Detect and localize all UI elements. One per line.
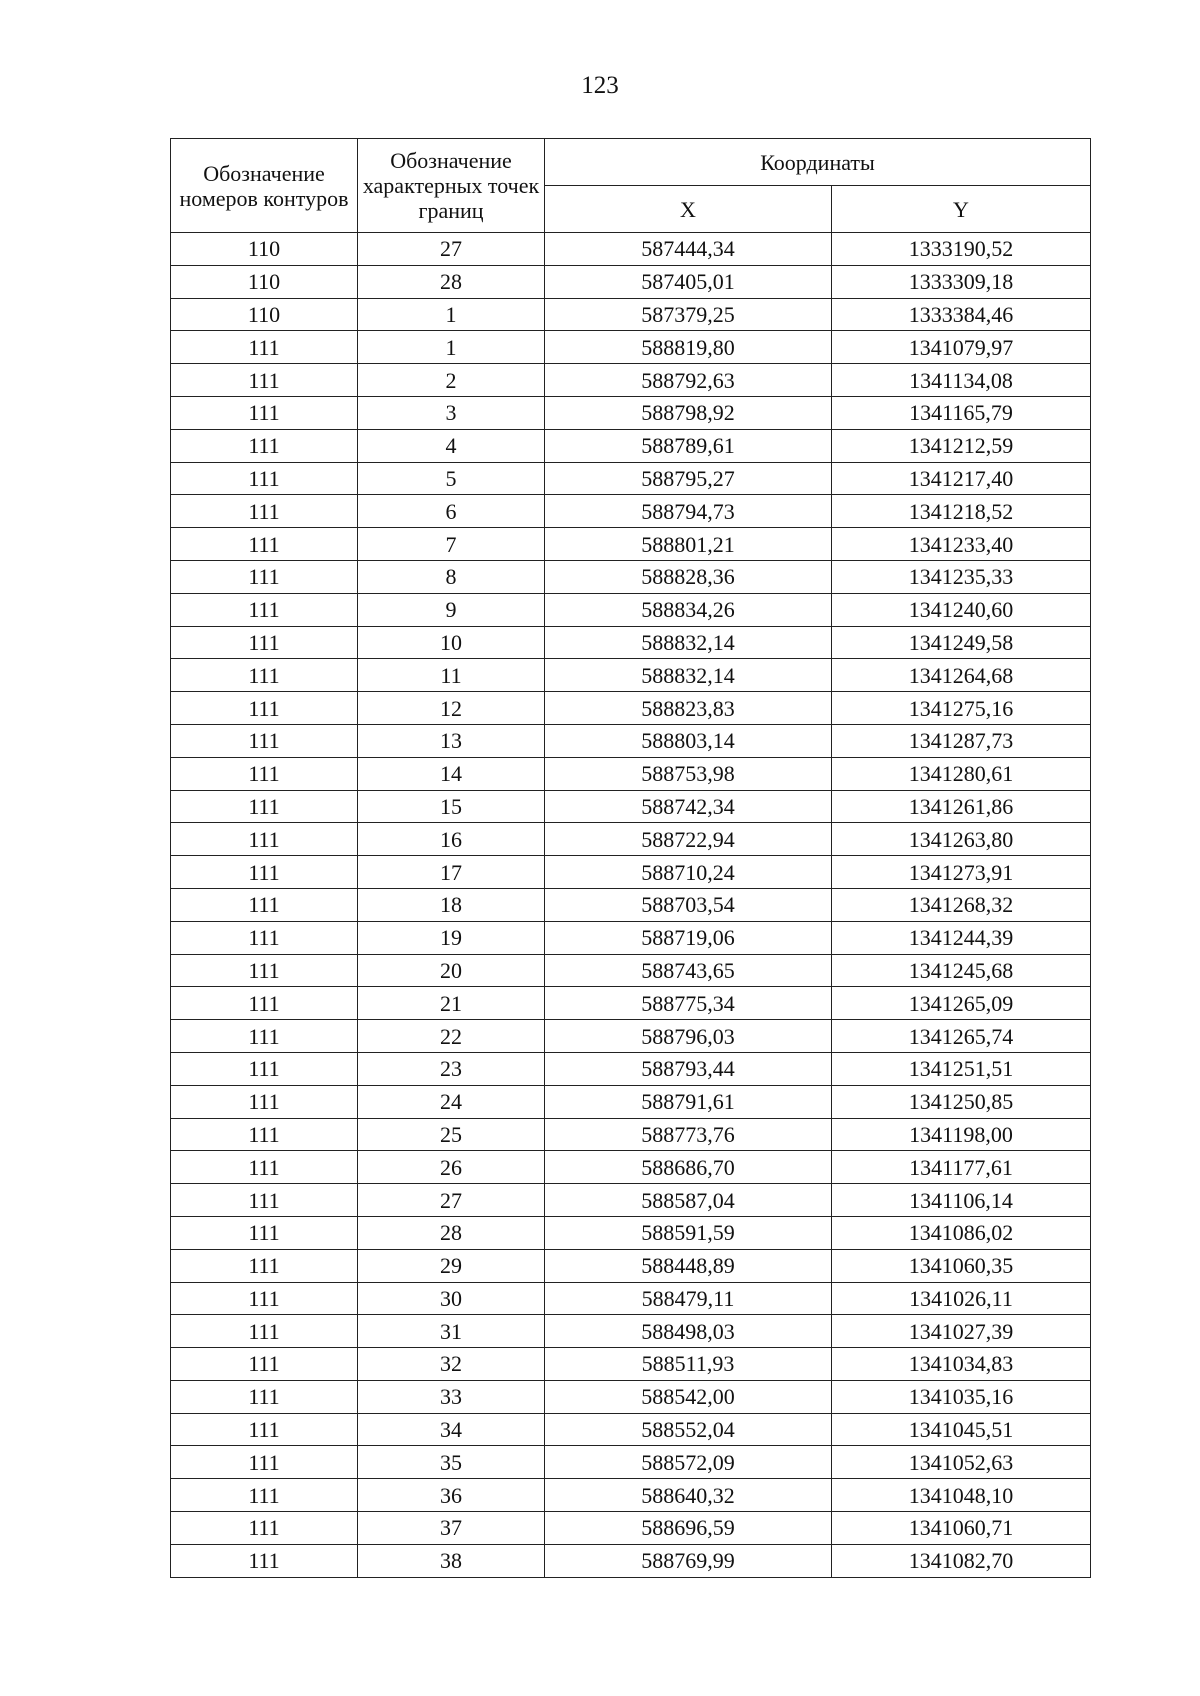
cell-x: 587379,25 bbox=[545, 298, 832, 331]
cell-y: 1341079,97 bbox=[832, 331, 1091, 364]
cell-point-number: 15 bbox=[358, 790, 545, 823]
cell-y: 1341212,59 bbox=[832, 429, 1091, 462]
cell-y: 1341287,73 bbox=[832, 724, 1091, 757]
table-row bbox=[171, 1544, 1091, 1577]
cell-y: 1341177,61 bbox=[832, 1151, 1091, 1184]
cell-x: 587405,01 bbox=[545, 265, 832, 298]
cell-x: 588794,73 bbox=[545, 495, 832, 528]
table-row bbox=[171, 1216, 1091, 1249]
cell-x: 588832,14 bbox=[545, 659, 832, 692]
cell-y: 1341265,09 bbox=[832, 987, 1091, 1020]
table-row bbox=[171, 954, 1091, 987]
cell-point-number: 6 bbox=[358, 495, 545, 528]
table-row bbox=[171, 987, 1091, 1020]
cell-contour-number: 111 bbox=[171, 1118, 358, 1151]
cell-y: 1333384,46 bbox=[832, 298, 1091, 331]
table-row bbox=[171, 1249, 1091, 1282]
cell-contour-number: 111 bbox=[171, 757, 358, 790]
cell-y: 1341052,63 bbox=[832, 1446, 1091, 1479]
table-row bbox=[171, 1052, 1091, 1085]
cell-x: 588710,24 bbox=[545, 856, 832, 889]
cell-contour-number: 111 bbox=[171, 462, 358, 495]
page-number: 123 bbox=[581, 72, 619, 99]
cell-point-number: 7 bbox=[358, 528, 545, 561]
table-row bbox=[171, 921, 1091, 954]
cell-x: 588743,65 bbox=[545, 954, 832, 987]
cell-contour-number: 111 bbox=[171, 823, 358, 856]
cell-contour-number: 110 bbox=[171, 265, 358, 298]
cell-x: 588793,44 bbox=[545, 1052, 832, 1085]
cell-y: 1341268,32 bbox=[832, 888, 1091, 921]
cell-y: 1333309,18 bbox=[832, 265, 1091, 298]
cell-x: 588552,04 bbox=[545, 1413, 832, 1446]
cell-contour-number: 111 bbox=[171, 888, 358, 921]
table-row bbox=[171, 298, 1091, 331]
table-row bbox=[171, 396, 1091, 429]
cell-point-number: 26 bbox=[358, 1151, 545, 1184]
cell-contour-number: 111 bbox=[171, 1315, 358, 1348]
cell-point-number: 13 bbox=[358, 724, 545, 757]
cell-x: 588640,32 bbox=[545, 1479, 832, 1512]
cell-point-number: 9 bbox=[358, 593, 545, 626]
cell-y: 1341165,79 bbox=[832, 396, 1091, 429]
cell-y: 1341082,70 bbox=[832, 1544, 1091, 1577]
table-row bbox=[171, 429, 1091, 462]
cell-x: 588819,80 bbox=[545, 331, 832, 364]
cell-contour-number: 111 bbox=[171, 987, 358, 1020]
cell-x: 588832,14 bbox=[545, 626, 832, 659]
cell-x: 588834,26 bbox=[545, 593, 832, 626]
cell-x: 588686,70 bbox=[545, 1151, 832, 1184]
cell-point-number: 10 bbox=[358, 626, 545, 659]
cell-contour-number: 111 bbox=[171, 1413, 358, 1446]
cell-contour-number: 111 bbox=[171, 1249, 358, 1282]
cell-contour-number: 111 bbox=[171, 396, 358, 429]
cell-x: 588542,00 bbox=[545, 1380, 832, 1413]
cell-x: 588448,89 bbox=[545, 1249, 832, 1282]
table-row bbox=[171, 528, 1091, 561]
cell-contour-number: 111 bbox=[171, 364, 358, 397]
cell-y: 1341217,40 bbox=[832, 462, 1091, 495]
cell-point-number: 22 bbox=[358, 1020, 545, 1053]
cell-point-number: 34 bbox=[358, 1413, 545, 1446]
cell-contour-number: 111 bbox=[171, 724, 358, 757]
cell-x: 587444,34 bbox=[545, 233, 832, 266]
cell-y: 1341035,16 bbox=[832, 1380, 1091, 1413]
cell-y: 1341048,10 bbox=[832, 1479, 1091, 1512]
cell-y: 1341280,61 bbox=[832, 757, 1091, 790]
table-row bbox=[171, 692, 1091, 725]
cell-point-number: 31 bbox=[358, 1315, 545, 1348]
table-body bbox=[171, 233, 1091, 1578]
cell-y: 1341106,14 bbox=[832, 1184, 1091, 1217]
table-header bbox=[171, 139, 1091, 233]
cell-point-number: 32 bbox=[358, 1348, 545, 1381]
cell-contour-number: 111 bbox=[171, 1446, 358, 1479]
table-row bbox=[171, 757, 1091, 790]
table-row bbox=[171, 856, 1091, 889]
cell-y: 1341265,74 bbox=[832, 1020, 1091, 1053]
cell-contour-number: 111 bbox=[171, 1216, 358, 1249]
cell-contour-number: 111 bbox=[171, 528, 358, 561]
header-coordinates: Координаты bbox=[545, 139, 1091, 186]
cell-y: 1341244,39 bbox=[832, 921, 1091, 954]
table-row bbox=[171, 265, 1091, 298]
cell-y: 1341273,91 bbox=[832, 856, 1091, 889]
coordinates-table bbox=[170, 138, 1091, 1578]
cell-point-number: 38 bbox=[358, 1544, 545, 1577]
cell-contour-number: 111 bbox=[171, 1512, 358, 1545]
cell-contour-number: 111 bbox=[171, 1282, 358, 1315]
cell-y: 1341251,51 bbox=[832, 1052, 1091, 1085]
table-row bbox=[171, 593, 1091, 626]
cell-point-number: 35 bbox=[358, 1446, 545, 1479]
cell-y: 1341086,02 bbox=[832, 1216, 1091, 1249]
cell-contour-number: 111 bbox=[171, 659, 358, 692]
cell-point-number: 37 bbox=[358, 1512, 545, 1545]
table-row bbox=[171, 1512, 1091, 1545]
cell-point-number: 36 bbox=[358, 1479, 545, 1512]
cell-contour-number: 111 bbox=[171, 1544, 358, 1577]
cell-contour-number: 111 bbox=[171, 921, 358, 954]
cell-point-number: 27 bbox=[358, 233, 545, 266]
cell-point-number: 20 bbox=[358, 954, 545, 987]
cell-y: 1341264,68 bbox=[832, 659, 1091, 692]
cell-contour-number: 111 bbox=[171, 495, 358, 528]
cell-point-number: 14 bbox=[358, 757, 545, 790]
cell-y: 1341245,68 bbox=[832, 954, 1091, 987]
cell-y: 1341240,60 bbox=[832, 593, 1091, 626]
cell-contour-number: 111 bbox=[171, 1020, 358, 1053]
cell-contour-number: 111 bbox=[171, 560, 358, 593]
cell-y: 1333190,52 bbox=[832, 233, 1091, 266]
table-row bbox=[171, 626, 1091, 659]
cell-contour-number: 111 bbox=[171, 429, 358, 462]
table-row bbox=[171, 724, 1091, 757]
header-boundary-points: Обозначение характерных точек границ bbox=[358, 139, 545, 233]
cell-x: 588803,14 bbox=[545, 724, 832, 757]
cell-y: 1341045,51 bbox=[832, 1413, 1091, 1446]
cell-y: 1341060,71 bbox=[832, 1512, 1091, 1545]
cell-y: 1341235,33 bbox=[832, 560, 1091, 593]
cell-point-number: 28 bbox=[358, 1216, 545, 1249]
table-row bbox=[171, 1413, 1091, 1446]
cell-point-number: 27 bbox=[358, 1184, 545, 1217]
cell-y: 1341261,86 bbox=[832, 790, 1091, 823]
cell-x: 588498,03 bbox=[545, 1315, 832, 1348]
cell-x: 588703,54 bbox=[545, 888, 832, 921]
table-row bbox=[171, 1118, 1091, 1151]
cell-y: 1341218,52 bbox=[832, 495, 1091, 528]
cell-contour-number: 111 bbox=[171, 1052, 358, 1085]
cell-contour-number: 111 bbox=[171, 593, 358, 626]
cell-point-number: 25 bbox=[358, 1118, 545, 1151]
cell-point-number: 3 bbox=[358, 396, 545, 429]
cell-point-number: 30 bbox=[358, 1282, 545, 1315]
cell-contour-number: 110 bbox=[171, 298, 358, 331]
cell-point-number: 24 bbox=[358, 1085, 545, 1118]
cell-y: 1341034,83 bbox=[832, 1348, 1091, 1381]
cell-point-number: 19 bbox=[358, 921, 545, 954]
cell-contour-number: 111 bbox=[171, 692, 358, 725]
table-row bbox=[171, 233, 1091, 266]
cell-x: 588591,59 bbox=[545, 1216, 832, 1249]
cell-x: 588479,11 bbox=[545, 1282, 832, 1315]
cell-y: 1341233,40 bbox=[832, 528, 1091, 561]
cell-point-number: 29 bbox=[358, 1249, 545, 1282]
cell-contour-number: 111 bbox=[171, 790, 358, 823]
cell-contour-number: 111 bbox=[171, 1085, 358, 1118]
cell-point-number: 8 bbox=[358, 560, 545, 593]
cell-point-number: 23 bbox=[358, 1052, 545, 1085]
table-row bbox=[171, 888, 1091, 921]
cell-x: 588511,93 bbox=[545, 1348, 832, 1381]
cell-point-number: 2 bbox=[358, 364, 545, 397]
cell-contour-number: 111 bbox=[171, 1479, 358, 1512]
table-row bbox=[171, 1446, 1091, 1479]
table-row bbox=[171, 331, 1091, 364]
cell-point-number: 1 bbox=[358, 331, 545, 364]
table-row bbox=[171, 364, 1091, 397]
cell-y: 1341026,11 bbox=[832, 1282, 1091, 1315]
table-row bbox=[171, 1380, 1091, 1413]
header-y: Y bbox=[832, 186, 1091, 233]
cell-x: 588719,06 bbox=[545, 921, 832, 954]
cell-contour-number: 111 bbox=[171, 1348, 358, 1381]
cell-x: 588696,59 bbox=[545, 1512, 832, 1545]
cell-point-number: 18 bbox=[358, 888, 545, 921]
cell-y: 1341249,58 bbox=[832, 626, 1091, 659]
cell-point-number: 16 bbox=[358, 823, 545, 856]
table-row bbox=[171, 823, 1091, 856]
cell-x: 588796,03 bbox=[545, 1020, 832, 1053]
cell-x: 588823,83 bbox=[545, 692, 832, 725]
cell-x: 588775,34 bbox=[545, 987, 832, 1020]
cell-point-number: 5 bbox=[358, 462, 545, 495]
cell-y: 1341134,08 bbox=[832, 364, 1091, 397]
cell-contour-number: 111 bbox=[171, 856, 358, 889]
cell-x: 588773,76 bbox=[545, 1118, 832, 1151]
table-row bbox=[171, 495, 1091, 528]
cell-contour-number: 111 bbox=[171, 626, 358, 659]
cell-x: 588792,63 bbox=[545, 364, 832, 397]
table-row bbox=[171, 1282, 1091, 1315]
cell-point-number: 28 bbox=[358, 265, 545, 298]
cell-contour-number: 110 bbox=[171, 233, 358, 266]
cell-contour-number: 111 bbox=[171, 954, 358, 987]
cell-x: 588742,34 bbox=[545, 790, 832, 823]
table-row bbox=[171, 462, 1091, 495]
cell-x: 588753,98 bbox=[545, 757, 832, 790]
cell-point-number: 12 bbox=[358, 692, 545, 725]
cell-y: 1341275,16 bbox=[832, 692, 1091, 725]
cell-x: 588828,36 bbox=[545, 560, 832, 593]
table-row bbox=[171, 1151, 1091, 1184]
cell-x: 588795,27 bbox=[545, 462, 832, 495]
cell-x: 588789,61 bbox=[545, 429, 832, 462]
cell-x: 588791,61 bbox=[545, 1085, 832, 1118]
cell-x: 588722,94 bbox=[545, 823, 832, 856]
cell-x: 588572,09 bbox=[545, 1446, 832, 1479]
table-row bbox=[171, 1315, 1091, 1348]
cell-y: 1341027,39 bbox=[832, 1315, 1091, 1348]
cell-y: 1341250,85 bbox=[832, 1085, 1091, 1118]
cell-x: 588798,92 bbox=[545, 396, 832, 429]
table-row bbox=[171, 790, 1091, 823]
header-contour-numbers: Обозначение номеров контуров bbox=[171, 139, 358, 233]
cell-x: 588801,21 bbox=[545, 528, 832, 561]
cell-contour-number: 111 bbox=[171, 331, 358, 364]
cell-y: 1341198,00 bbox=[832, 1118, 1091, 1151]
header-x: X bbox=[545, 186, 832, 233]
table-row bbox=[171, 560, 1091, 593]
table-row bbox=[171, 659, 1091, 692]
table-row bbox=[171, 1348, 1091, 1381]
cell-contour-number: 111 bbox=[171, 1184, 358, 1217]
table-row bbox=[171, 1479, 1091, 1512]
cell-y: 1341060,35 bbox=[832, 1249, 1091, 1282]
cell-x: 588587,04 bbox=[545, 1184, 832, 1217]
table-row bbox=[171, 1020, 1091, 1053]
cell-point-number: 17 bbox=[358, 856, 545, 889]
table-row bbox=[171, 1184, 1091, 1217]
cell-point-number: 21 bbox=[358, 987, 545, 1020]
table-row bbox=[171, 1085, 1091, 1118]
cell-contour-number: 111 bbox=[171, 1380, 358, 1413]
cell-point-number: 33 bbox=[358, 1380, 545, 1413]
cell-x: 588769,99 bbox=[545, 1544, 832, 1577]
cell-point-number: 11 bbox=[358, 659, 545, 692]
cell-point-number: 4 bbox=[358, 429, 545, 462]
cell-y: 1341263,80 bbox=[832, 823, 1091, 856]
cell-contour-number: 111 bbox=[171, 1151, 358, 1184]
cell-point-number: 1 bbox=[358, 298, 545, 331]
